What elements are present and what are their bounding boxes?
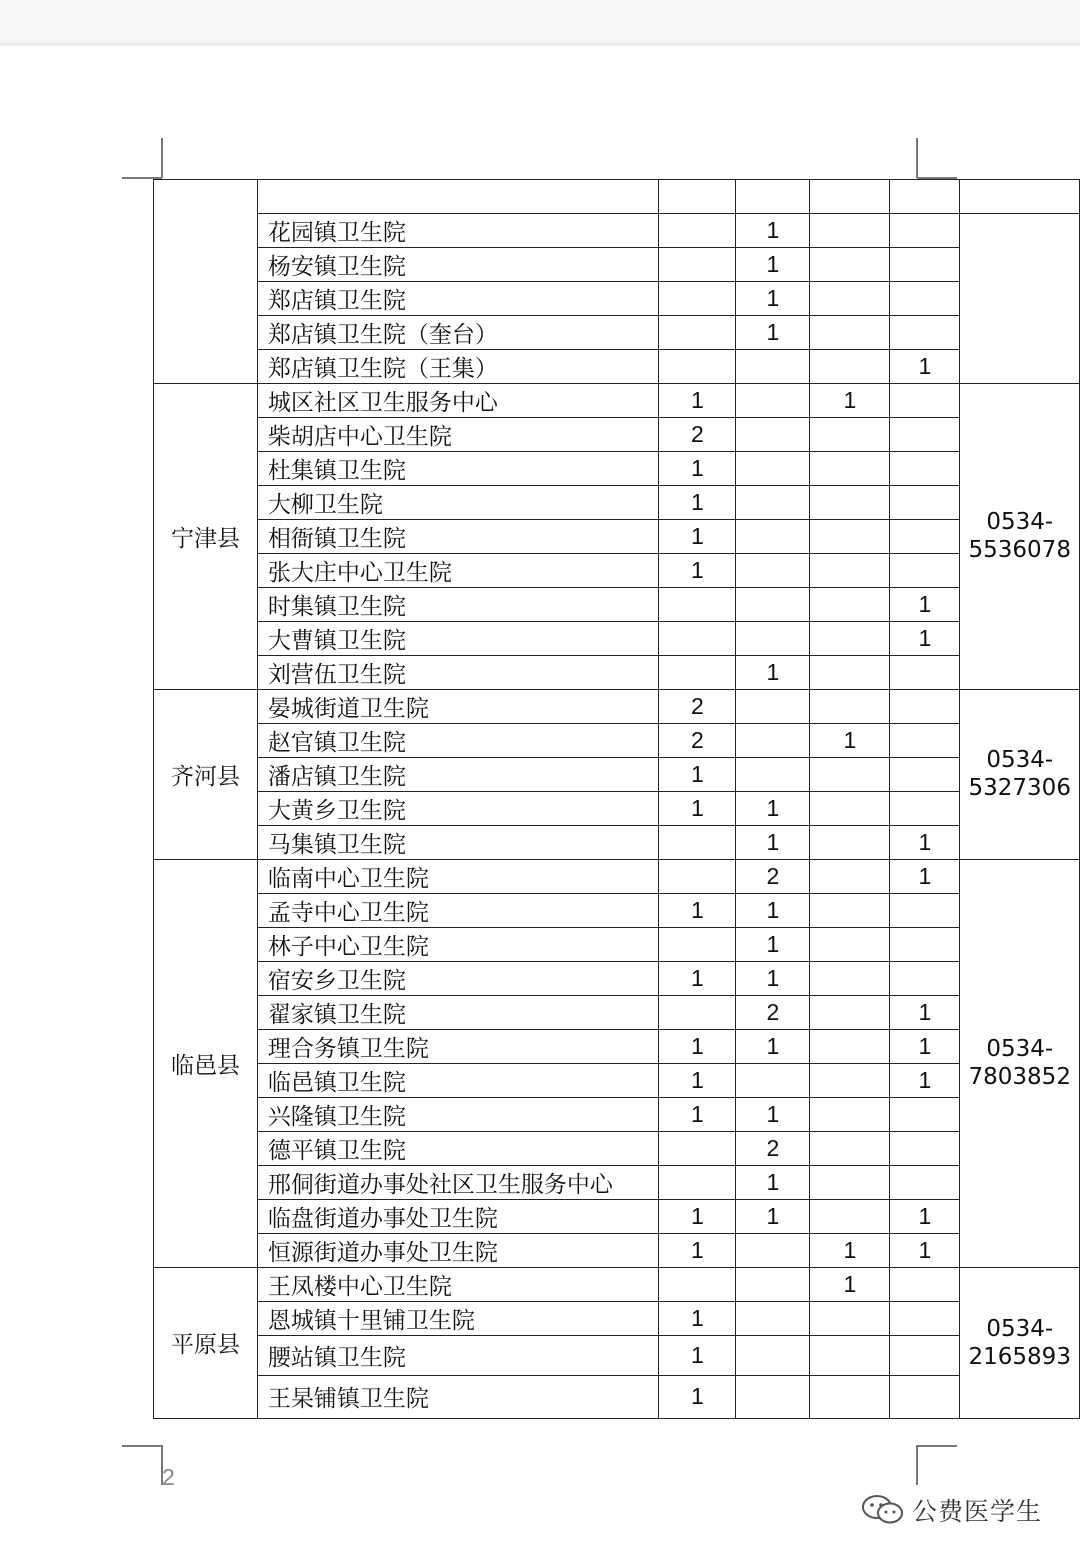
count-cell-c4 <box>890 1335 960 1375</box>
count-cell-c4: 1 <box>890 621 960 655</box>
table-row <box>154 723 1080 757</box>
count-cell-c3 <box>810 315 890 349</box>
count-cell-c1: 1 <box>659 893 736 927</box>
count-cell-c3: 1 <box>810 723 890 757</box>
phone-number: 5536078 <box>968 537 1071 564</box>
phone-cell <box>960 383 1080 689</box>
count-cell-c4 <box>890 1097 960 1131</box>
count-cell-c4 <box>890 180 960 214</box>
count-cell-c1 <box>659 927 736 961</box>
count-cell-c1: 1 <box>659 757 736 791</box>
count-cell-c1 <box>659 825 736 859</box>
count-cell-c4: 1 <box>890 995 960 1029</box>
count-cell-c1: 2 <box>659 689 736 723</box>
table-row <box>154 383 1080 417</box>
hospital-name-cell: 恩城镇十里铺卫生院 <box>257 1301 659 1335</box>
count-cell-c2: 2 <box>736 995 810 1029</box>
hospital-name-cell: 大柳卫生院 <box>257 485 659 519</box>
page-number: 2 <box>162 1464 175 1490</box>
count-cell-c1: 1 <box>659 519 736 553</box>
county-cell: 宁津县 <box>154 383 258 689</box>
count-cell-c3 <box>810 621 890 655</box>
table-row <box>154 893 1080 927</box>
table-row <box>154 689 1080 723</box>
count-cell-c3 <box>810 791 890 825</box>
table-row <box>154 1131 1080 1165</box>
count-cell-c4 <box>890 893 960 927</box>
count-cell-c3 <box>810 995 890 1029</box>
count-cell-c1 <box>659 621 736 655</box>
table-row <box>154 791 1080 825</box>
table-row <box>154 180 1080 214</box>
count-cell-c1 <box>659 281 736 315</box>
table-row <box>154 961 1080 995</box>
count-cell-c2: 1 <box>736 247 810 281</box>
hospital-name-cell <box>257 180 659 214</box>
count-cell-c3 <box>810 1063 890 1097</box>
count-cell-c4 <box>890 1375 960 1418</box>
count-cell-c2 <box>736 689 810 723</box>
hospital-name-cell: 王杲铺镇卫生院 <box>257 1375 659 1418</box>
count-cell-c4 <box>890 417 960 451</box>
count-cell-c4 <box>890 655 960 689</box>
table-row <box>154 451 1080 485</box>
count-cell-c4 <box>890 723 960 757</box>
count-cell-c3: 1 <box>810 1267 890 1301</box>
count-cell-c3 <box>810 825 890 859</box>
count-cell-c1: 2 <box>659 417 736 451</box>
table-row <box>154 1335 1080 1375</box>
count-cell-c1: 2 <box>659 723 736 757</box>
table-row <box>154 859 1080 893</box>
count-cell-c4: 1 <box>890 825 960 859</box>
count-cell-c1 <box>659 1267 736 1301</box>
count-cell-c2 <box>736 587 810 621</box>
hospital-name-cell: 郑店镇卫生院（王集） <box>257 349 659 383</box>
count-cell-c2 <box>736 553 810 587</box>
count-cell-c1 <box>659 1131 736 1165</box>
count-cell-c2 <box>736 1063 810 1097</box>
hospital-name-cell: 刘营伍卫生院 <box>257 655 659 689</box>
county-cell: 齐河县 <box>154 689 258 859</box>
count-cell-c1: 1 <box>659 961 736 995</box>
count-cell-c4 <box>890 1267 960 1301</box>
phone-cell <box>960 859 1080 1267</box>
count-cell-c2 <box>736 757 810 791</box>
count-cell-c3 <box>810 349 890 383</box>
count-cell-c2 <box>736 1335 810 1375</box>
table-row <box>154 1301 1080 1335</box>
count-cell-c2: 2 <box>736 859 810 893</box>
table-row <box>154 553 1080 587</box>
count-cell-c2: 1 <box>736 791 810 825</box>
count-cell-c4: 1 <box>890 587 960 621</box>
county-cell-continued <box>154 180 258 384</box>
count-cell-c3 <box>810 1029 890 1063</box>
table-row <box>154 825 1080 859</box>
count-cell-c2 <box>736 383 810 417</box>
hospital-name-cell: 兴隆镇卫生院 <box>257 1097 659 1131</box>
count-cell-c4: 1 <box>890 859 960 893</box>
hospital-name-cell: 恒源街道办事处卫生院 <box>257 1233 659 1267</box>
phone-number: 5327306 <box>968 775 1071 802</box>
count-cell-c2 <box>736 349 810 383</box>
table-row <box>154 315 1080 349</box>
table-row <box>154 655 1080 689</box>
count-cell-c1: 1 <box>659 1335 736 1375</box>
count-cell-c3 <box>810 893 890 927</box>
county-cell: 临邑县 <box>154 859 258 1267</box>
table-row <box>154 1267 1080 1301</box>
count-cell-c4 <box>890 451 960 485</box>
count-cell-c1: 1 <box>659 383 736 417</box>
table-row <box>154 1097 1080 1131</box>
wechat-icon <box>860 1494 906 1526</box>
hospital-name-cell: 时集镇卫生院 <box>257 587 659 621</box>
table-row <box>154 995 1080 1029</box>
count-cell-c3 <box>810 451 890 485</box>
count-cell-c3 <box>810 689 890 723</box>
hospital-name-cell: 赵官镇卫生院 <box>257 723 659 757</box>
hospital-name-cell: 马集镇卫生院 <box>257 825 659 859</box>
count-cell-c2: 1 <box>736 213 810 247</box>
count-cell-c3 <box>810 757 890 791</box>
count-cell-c3 <box>810 519 890 553</box>
count-cell-c3 <box>810 485 890 519</box>
count-cell-c1 <box>659 315 736 349</box>
count-cell-c1: 1 <box>659 791 736 825</box>
hospital-name-cell: 德平镇卫生院 <box>257 1131 659 1165</box>
table-row <box>154 1165 1080 1199</box>
table-row <box>154 621 1080 655</box>
count-cell-c3 <box>810 1131 890 1165</box>
hospital-name-cell: 杜集镇卫生院 <box>257 451 659 485</box>
count-cell-c4 <box>890 757 960 791</box>
table-row <box>154 417 1080 451</box>
count-cell-c1 <box>659 859 736 893</box>
count-cell-c2 <box>736 1267 810 1301</box>
crop-mark-bottom-right-horizontal <box>917 1445 957 1447</box>
hospital-name-cell: 晏城街道卫生院 <box>257 689 659 723</box>
table-row <box>154 247 1080 281</box>
viewer-top-divider <box>0 42 1080 46</box>
count-cell-c4 <box>890 247 960 281</box>
count-cell-c4: 1 <box>890 349 960 383</box>
hospital-name-cell: 大曹镇卫生院 <box>257 621 659 655</box>
count-cell-c4 <box>890 281 960 315</box>
hospital-name-cell: 郑店镇卫生院 <box>257 281 659 315</box>
table-row <box>154 1029 1080 1063</box>
count-cell-c4 <box>890 485 960 519</box>
count-cell-c1: 1 <box>659 1233 736 1267</box>
phone-cell-continued <box>960 213 1080 383</box>
count-cell-c4: 1 <box>890 1233 960 1267</box>
count-cell-c2: 1 <box>736 825 810 859</box>
hospital-name-cell: 城区社区卫生服务中心 <box>257 383 659 417</box>
hospital-name-cell: 林子中心卫生院 <box>257 927 659 961</box>
count-cell-c3 <box>810 587 890 621</box>
count-cell-c2: 1 <box>736 893 810 927</box>
count-cell-c2: 1 <box>736 655 810 689</box>
phone-prefix: 0534- <box>986 747 1054 774</box>
count-cell-c3 <box>810 553 890 587</box>
table-row <box>154 213 1080 247</box>
table-row <box>154 1199 1080 1233</box>
count-cell-c2: 1 <box>736 961 810 995</box>
phone-number: 7803852 <box>968 1064 1071 1091</box>
phone-prefix: 0534- <box>986 1315 1054 1342</box>
crop-mark-bottom-left-horizontal <box>122 1445 162 1447</box>
hospital-name-cell: 相衙镇卫生院 <box>257 519 659 553</box>
table-row <box>154 1063 1080 1097</box>
hospital-name-cell: 临盘街道办事处卫生院 <box>257 1199 659 1233</box>
positions-table <box>153 179 1080 1419</box>
count-cell-c1 <box>659 180 736 214</box>
count-cell-c3 <box>810 1301 890 1335</box>
count-cell-c3: 1 <box>810 383 890 417</box>
hospital-name-cell: 郑店镇卫生院（奎台） <box>257 315 659 349</box>
count-cell-c3 <box>810 1097 890 1131</box>
table-row <box>154 349 1080 383</box>
count-cell-c4 <box>890 383 960 417</box>
count-cell-c2 <box>736 485 810 519</box>
count-cell-c1 <box>659 213 736 247</box>
count-cell-c1: 1 <box>659 1375 736 1418</box>
count-cell-c4: 1 <box>890 1029 960 1063</box>
count-cell-c2: 1 <box>736 1199 810 1233</box>
count-cell-c4 <box>890 315 960 349</box>
count-cell-c4 <box>890 213 960 247</box>
count-cell-c1 <box>659 995 736 1029</box>
count-cell-c3 <box>810 859 890 893</box>
count-cell-c1 <box>659 655 736 689</box>
count-cell-c3 <box>810 927 890 961</box>
count-cell-c2 <box>736 621 810 655</box>
table-row <box>154 1233 1080 1267</box>
count-cell-c2: 1 <box>736 927 810 961</box>
count-cell-c3 <box>810 1165 890 1199</box>
hospital-name-cell: 临邑镇卫生院 <box>257 1063 659 1097</box>
table-row <box>154 281 1080 315</box>
count-cell-c1: 1 <box>659 1029 736 1063</box>
phone-prefix: 0534- <box>986 1036 1054 1063</box>
count-cell-c1: 1 <box>659 451 736 485</box>
count-cell-c3 <box>810 213 890 247</box>
crop-mark-top-left-vertical <box>161 138 163 178</box>
table-row <box>154 757 1080 791</box>
count-cell-c2 <box>736 180 810 214</box>
count-cell-c1 <box>659 349 736 383</box>
count-cell-c4 <box>890 927 960 961</box>
count-cell-c1: 1 <box>659 1097 736 1131</box>
count-cell-c1: 1 <box>659 1063 736 1097</box>
phone-cell <box>960 1267 1080 1418</box>
table-row <box>154 1375 1080 1418</box>
hospital-name-cell: 柴胡店中心卫生院 <box>257 417 659 451</box>
hospital-name-cell: 理合务镇卫生院 <box>257 1029 659 1063</box>
count-cell-c2 <box>736 1233 810 1267</box>
phone-number: 2165893 <box>968 1343 1071 1370</box>
hospital-name-cell: 宿安乡卫生院 <box>257 961 659 995</box>
hospital-name-cell: 翟家镇卫生院 <box>257 995 659 1029</box>
hospital-name-cell: 大黄乡卫生院 <box>257 791 659 825</box>
phone-prefix: 0534- <box>986 509 1054 536</box>
count-cell-c1 <box>659 1165 736 1199</box>
hospital-name-cell: 花园镇卫生院 <box>257 213 659 247</box>
hospital-name-cell: 杨安镇卫生院 <box>257 247 659 281</box>
hospital-name-cell: 腰站镇卫生院 <box>257 1335 659 1375</box>
count-cell-c4 <box>890 1301 960 1335</box>
hospital-name-cell: 张大庄中心卫生院 <box>257 553 659 587</box>
crop-mark-top-right-vertical <box>916 138 918 178</box>
table-row <box>154 587 1080 621</box>
count-cell-c4 <box>890 961 960 995</box>
crop-mark-bottom-right-vertical <box>916 1445 918 1485</box>
count-cell-c2: 1 <box>736 1165 810 1199</box>
viewer-top-bar <box>0 0 1080 42</box>
count-cell-c1: 1 <box>659 553 736 587</box>
count-cell-c1 <box>659 587 736 621</box>
count-cell-c2 <box>736 723 810 757</box>
count-cell-c4 <box>890 1131 960 1165</box>
count-cell-c4: 1 <box>890 1199 960 1233</box>
count-cell-c2 <box>736 1375 810 1418</box>
count-cell-c2: 1 <box>736 1029 810 1063</box>
count-cell-c1: 1 <box>659 1301 736 1335</box>
count-cell-c3 <box>810 1199 890 1233</box>
count-cell-c3 <box>810 247 890 281</box>
count-cell-c4 <box>890 689 960 723</box>
count-cell-c3 <box>810 180 890 214</box>
count-cell-c2: 1 <box>736 315 810 349</box>
phone-cell-header-blank <box>960 180 1080 214</box>
count-cell-c3: 1 <box>810 1233 890 1267</box>
hospital-name-cell: 王凤楼中心卫生院 <box>257 1267 659 1301</box>
hospital-name-cell: 潘店镇卫生院 <box>257 757 659 791</box>
count-cell-c1: 1 <box>659 1199 736 1233</box>
count-cell-c2 <box>736 519 810 553</box>
count-cell-c3 <box>810 961 890 995</box>
count-cell-c3 <box>810 655 890 689</box>
hospital-name-cell: 邢侗街道办事处社区卫生服务中心 <box>257 1165 659 1199</box>
count-cell-c4: 1 <box>890 1063 960 1097</box>
count-cell-c3 <box>810 1375 890 1418</box>
phone-cell <box>960 689 1080 859</box>
count-cell-c3 <box>810 417 890 451</box>
hospital-name-cell: 孟寺中心卫生院 <box>257 893 659 927</box>
county-cell: 平原县 <box>154 1267 258 1418</box>
count-cell-c1 <box>659 247 736 281</box>
count-cell-c2 <box>736 1301 810 1335</box>
count-cell-c1: 1 <box>659 485 736 519</box>
watermark-text: 公费医学生 <box>912 1497 1043 1526</box>
hospital-name-cell: 临南中心卫生院 <box>257 859 659 893</box>
count-cell-c3 <box>810 281 890 315</box>
table-row <box>154 485 1080 519</box>
table-row <box>154 927 1080 961</box>
count-cell-c2: 1 <box>736 281 810 315</box>
count-cell-c2: 2 <box>736 1131 810 1165</box>
count-cell-c2 <box>736 451 810 485</box>
table-row <box>154 519 1080 553</box>
count-cell-c2 <box>736 417 810 451</box>
count-cell-c3 <box>810 1335 890 1375</box>
count-cell-c4 <box>890 553 960 587</box>
count-cell-c2: 1 <box>736 1097 810 1131</box>
count-cell-c4 <box>890 1165 960 1199</box>
watermark <box>860 1490 1042 1530</box>
count-cell-c4 <box>890 519 960 553</box>
count-cell-c4 <box>890 791 960 825</box>
